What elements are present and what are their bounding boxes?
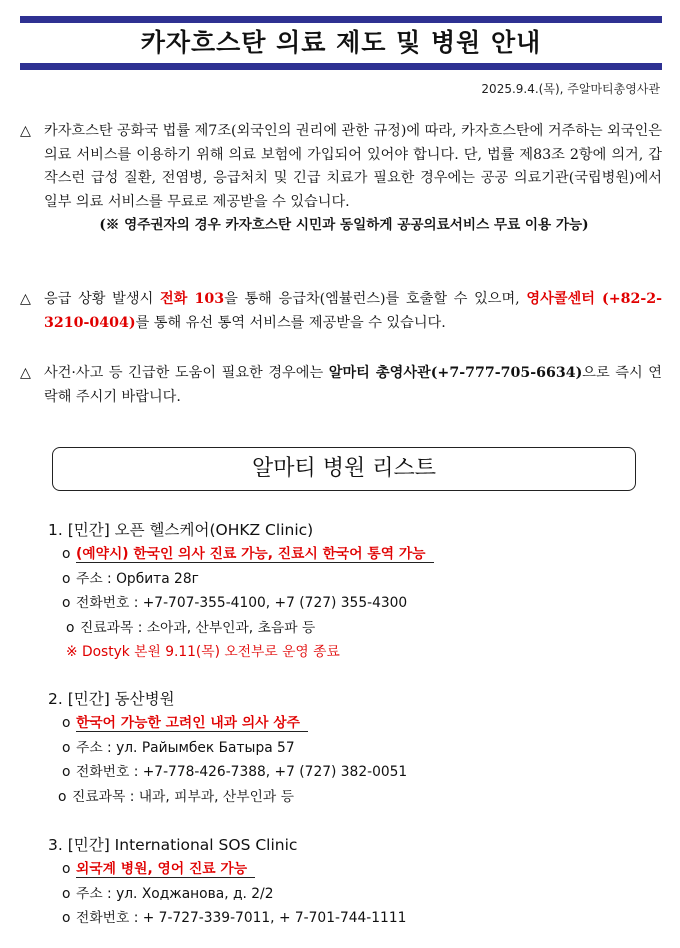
hospital-depts-row (58, 785, 648, 810)
bullet: o (62, 739, 71, 756)
hospital-phone-row (62, 760, 648, 785)
consulate-text-a: 사건·사고 등 긴급한 도움이 필요한 경우에는 (44, 365, 329, 381)
hospital-phone: 전화번호 : +7-778-426-7388, +7 (727) 382-0051 (76, 764, 408, 780)
bullet: o (62, 715, 71, 731)
bullet: o (62, 861, 71, 877)
hospital-highlight-row (62, 711, 648, 736)
emergency-text-a: 응급 상황 발생시 (44, 291, 160, 307)
hospital-list-title: 알마티 병원 리스트 (52, 447, 636, 491)
hospital-address-row (62, 736, 648, 761)
bullet: o (62, 885, 71, 902)
hospital-highlight-row (62, 542, 648, 567)
hospital-phone-row (62, 591, 648, 616)
page-title: 카자흐스탄 의료 제도 및 병원 안내 (140, 28, 542, 57)
emergency-phone: 전화 103 (159, 291, 225, 307)
paragraph-consulate (20, 362, 662, 409)
hospital-phone-row (62, 906, 648, 931)
hospital-phone: 전화번호 : +7-707-355-4100, +7 (727) 355-4300 (76, 595, 408, 611)
paragraph-insurance (20, 120, 662, 238)
title-banner (20, 16, 662, 70)
hospital-depts: 진료과목 : 내과, 피부과, 산부인과 등 (72, 788, 294, 805)
triangle-icon: △ (20, 123, 31, 139)
bullet: o (62, 595, 71, 611)
permanent-resident-note: (※ 영주권자의 경우 카자흐스탄 시민과 동일하게 공공의료서비스 무료 이용 가능) (99, 217, 589, 233)
hospital-phone: 전화번호 : + 7-727-339-7011, + 7-701-744-1111 (76, 910, 407, 926)
hospital-highlight: (예약시) 한국인 의사 진료 가능, 진료시 한국어 통역 가능 (76, 546, 434, 563)
hospital-heading: 2. [민간] 동산병원 (48, 690, 175, 708)
triangle-icon: △ (20, 365, 31, 381)
hospital-closure-note: ※ Dostyk 본원 9.11(목) 오전부로 운영 종료 (66, 644, 340, 660)
hospital-item (48, 518, 648, 664)
title-bottom-rule (20, 63, 662, 70)
bullet: o (62, 546, 71, 562)
triangle-icon: △ (20, 291, 31, 307)
consulate-contact: 알마티 총영사관(+7-777-705-6634) (328, 365, 583, 381)
hospital-address: 주소 : Орбита 28г (76, 570, 199, 587)
consulate-text (44, 362, 662, 409)
hospital-heading: 1. [민간] 오픈 헬스케어(OHKZ Clinic) (48, 521, 314, 539)
bullet: o (62, 910, 71, 926)
hospital-depts: 진료과목 : 소아과, 산부인과, 초음파 등 (80, 619, 316, 636)
hospital-depts-row (66, 616, 648, 641)
bullet: o (62, 570, 71, 587)
hospital-address: 주소 : ул. Райымбек Батыра 57 (76, 739, 295, 756)
date-line: 2025.9.4.(목), 주알마티총영사관 (481, 82, 660, 96)
hospital-highlight: 한국어 가능한 고려인 내과 의사 상주 (76, 715, 308, 732)
hospital-highlight-row (62, 857, 648, 882)
hospital-item (48, 687, 648, 809)
bullet: o (66, 619, 75, 636)
hospital-address-row (62, 882, 648, 907)
emergency-text (44, 288, 662, 335)
hospital-address-row (62, 567, 648, 592)
emergency-text-e: 를 통해 유선 통역 서비스를 제공받을 수 있습니다. (135, 314, 446, 331)
emergency-text-c: 을 통해 응급차(엠뷸런스)를 호출할 수 있으며, (224, 291, 527, 307)
title-top-rule (20, 16, 662, 23)
paragraph-emergency (20, 288, 662, 335)
insurance-text: 카자흐스탄 공화국 법률 제7조(외국인의 권리에 관한 규정)에 따라, 카자흐스탄에 거주하는 외국인은 의료 서비스를 이용하기 위해 의료 보험에 가입되어 있어야 합니다. 단, 법률 제83조 2항에 의거, 갑작스런 급성 질환, 전염병, 응급처치 및 긴급 치료가 필요한 경우에는 공공 의료기관(국립병원)에서 일부 의료 서비스를 무료로 제공받을 수 있습니다. (44, 123, 662, 210)
hospital-item (48, 833, 648, 931)
hospital-address: 주소 : ул. Ходжанова, д. 2/2 (76, 885, 274, 902)
consular-call-center: 영사콜센터 (+82-2-3210-0404) (44, 291, 662, 331)
consulate-text-c: 으로 즉시 연락해 주시기 바랍니다. (44, 365, 663, 405)
bullet: o (62, 764, 71, 780)
bullet: o (58, 788, 67, 805)
hospital-highlight: 외국계 병원, 영어 진료 가능 (76, 861, 255, 878)
hospital-heading: 3. [민간] International SOS Clinic (48, 836, 298, 854)
